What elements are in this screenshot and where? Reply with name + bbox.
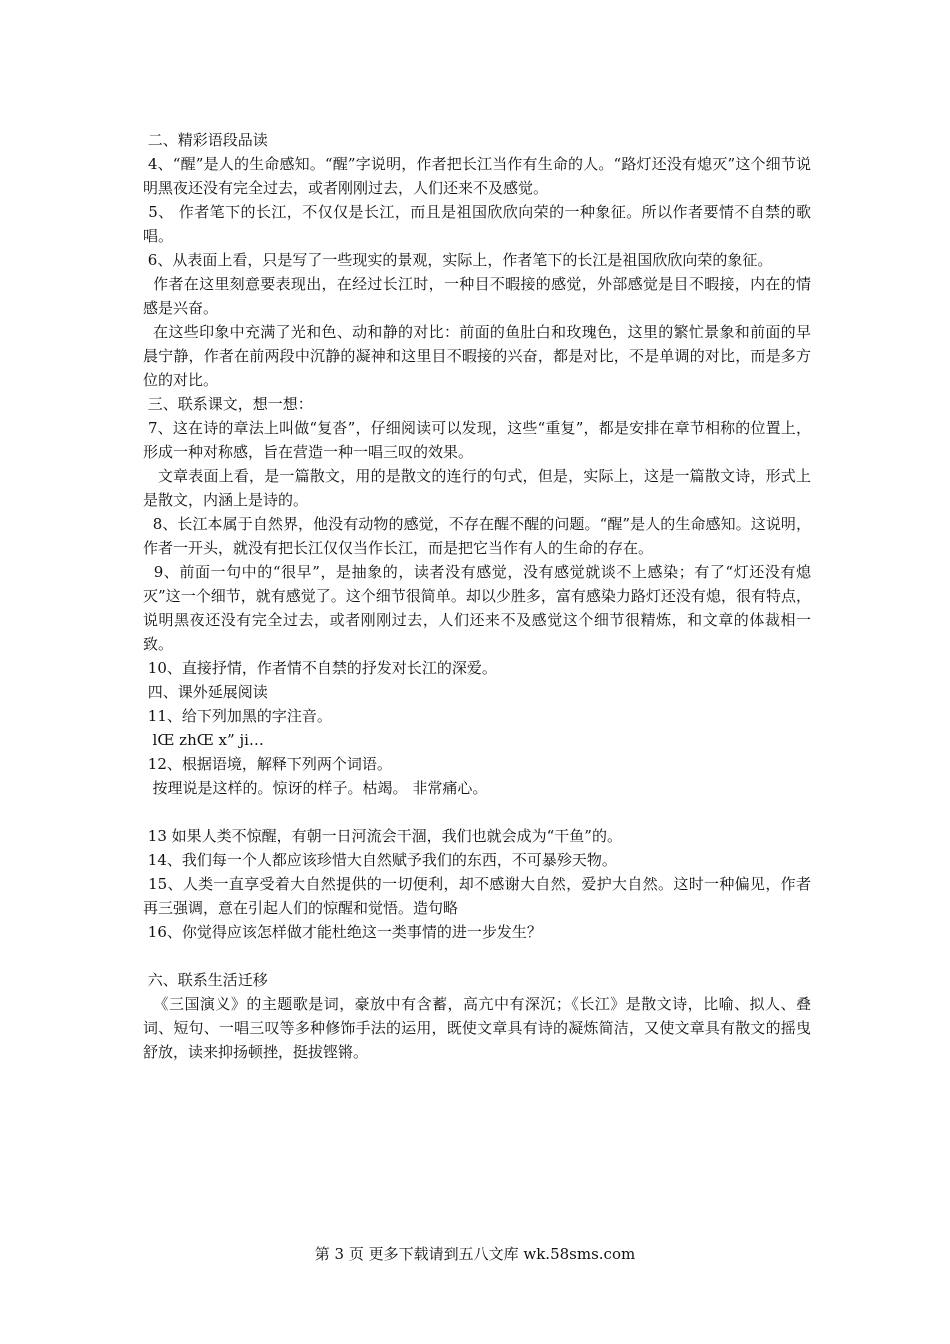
answer-12-content: 按理说是这样的。惊讶的样子。枯竭。 非常痛心。	[143, 779, 488, 797]
answer-14: 14、我们每一个人都应该珍惜大自然赋予我们的东西，不可暴殄天物。	[143, 851, 617, 869]
answer-13: 13 如果人类不惊醒，有朝一日河流会干涸，我们也就会成为“干鱼”的。	[143, 827, 622, 845]
answer-9: 9、前面一句中的“很早”，是抽象的，读者没有感觉，没有感觉就谈不上感染；有了“灯还没有熄灭”这一个细节，就有感觉了。这个细节很简单。却以少胜多，富有感染力路灯还没有熄，很有特点，说明黑夜还没有完全过去，或者刚刚过去，人们还来不及感觉这个细节很精炼，和文章的体裁相一致。	[143, 563, 811, 653]
answer-6-continued-b: 在这些印象中充满了光和色、动和静的对比：前面的鱼肚白和玫瑰色，这里的繁忙景象和前面的早晨宁静，作者在前两段中沉静的凝神和这里目不暇接的兴奋，都是对比，不是单调的对比，而是多方位的对比。	[143, 323, 811, 389]
answer-15: 15、人类一直享受着大自然提供的一切便利，却不感谢大自然，爱护大自然。这时一种偏见，作者再三强调，意在引起人们的惊醒和觉悟。造句略	[143, 875, 811, 917]
answer-11: 11、给下列加黑的字注音。	[143, 707, 332, 725]
answer-7-continued: 文章表面上看，是一篇散文，用的是散文的连行的句式，但是，实际上，这是一篇散文诗，形式上是散文，内涵上是诗的。	[143, 467, 811, 509]
section-heading-3: 三、联系课文，想一想：	[143, 395, 313, 413]
page-footer: 第 3 页 更多下载请到五八文库 wk.58sms.com	[314, 1245, 636, 1263]
answer-5: 5、 作者笔下的长江，不仅仅是长江，而且是祖国欣欣向荣的一种象征。所以作者要情不自禁的歌唱。	[143, 203, 811, 245]
answer-16: 16、你觉得应该怎样做才能杜绝这一类事情的进一步发生？	[143, 923, 542, 941]
blank-line	[143, 944, 811, 968]
answer-7: 7、这在诗的章法上叫做“复沓”，仔细阅读可以发现，这些“重复”，都是安排在章节相称的位置上，形成一种对称感，旨在营造一种一唱三叹的效果。	[143, 419, 811, 461]
answer-8: 8、长江本属于自然界，他没有动物的感觉，不存在醒不醒的问题。“醒”是人的生命感知。这说明，作者一开头，就没有把长江仅仅当作长江，而是把它当作有人的生命的存在。	[143, 515, 811, 557]
section-6-content: 《三国演义》的主题歌是词，豪放中有含蓄，高亢中有深沉；《长江》是散文诗，比喻、拟人、叠词、短句、一唱三叹等多种修饰手法的运用，既使文章具有诗的凝炼简洁，又使文章具有散文的摇曳舒放，读来抑扬顿挫，挺拔铿锵。	[143, 995, 811, 1061]
answer-6: 6、从表面上看，只是写了一些现实的景观，实际上，作者笔下的长江是祖国欣欣向荣的象征。	[143, 251, 773, 269]
section-heading-2: 二、精彩语段品读	[143, 131, 268, 149]
blank-line	[143, 800, 811, 824]
section-heading-6: 六、联系生活迁移	[143, 971, 268, 989]
answer-11-pinyin: lŒ zhŒ x” ji…	[143, 731, 264, 749]
answer-6-continued-a: 作者在这里刻意要表现出，在经过长江时，一种目不暇接的感觉，外部感觉是目不暇接，内在的情感是兴奋。	[143, 275, 811, 317]
answer-12: 12、根据语境，解释下列两个词语。	[143, 755, 392, 773]
section-heading-4: 四、课外延展阅读	[143, 683, 268, 701]
document-body	[143, 128, 811, 1064]
answer-4: 4、“醒”是人的生命感知。“醒”字说明，作者把长江当作有生命的人。“路灯还没有熄灭”这个细节说明黑夜还没有完全过去，或者刚刚过去，人们还来不及感觉。	[143, 155, 811, 197]
answer-10: 10、直接抒情，作者情不自禁的抒发对长江的深爱。	[143, 659, 497, 677]
